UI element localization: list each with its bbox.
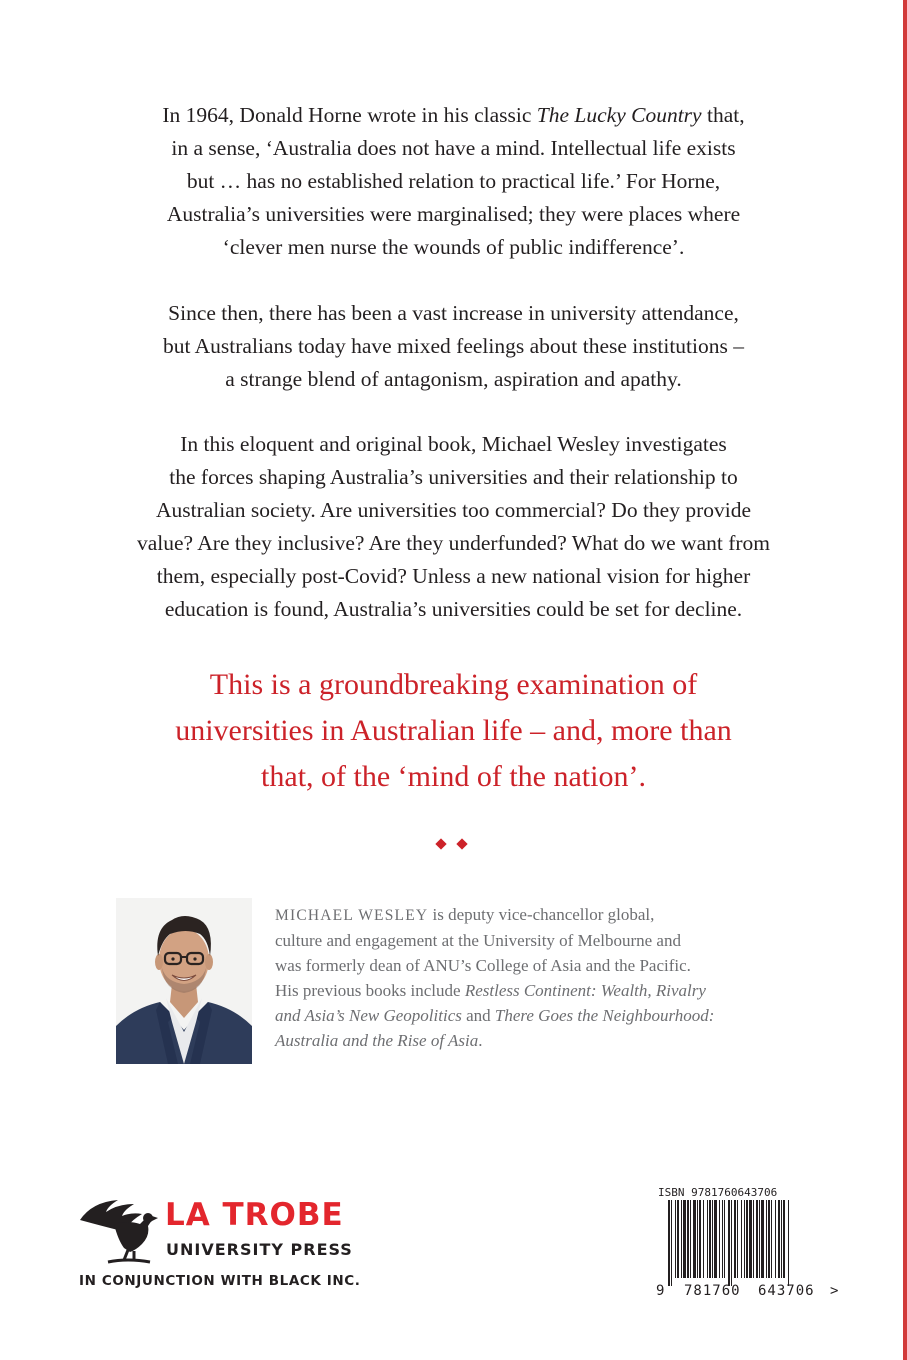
barcode-bar	[699, 1200, 701, 1278]
diamond-icon	[456, 838, 467, 849]
blurb-p2-line-1: Since then, there has been a vast increase in university attendance,	[168, 301, 739, 325]
barcode-bar	[759, 1200, 760, 1278]
barcode-bar	[671, 1200, 672, 1286]
blurb-text: In 1964, Donald Horne wrote in his classic	[162, 103, 537, 127]
blurb-p3-line-4: value? Are they inclusive? Are they underfunded? What do we want from	[136, 531, 771, 555]
barcode-bar	[703, 1200, 704, 1278]
barcode-bar	[668, 1200, 670, 1286]
bio-text: is deputy vice-chancellor global,	[428, 905, 655, 924]
barcode-bar	[683, 1200, 686, 1278]
barcode-bar	[761, 1200, 764, 1278]
book-title-reference: and Asia’s New Geopolitics	[275, 1006, 462, 1025]
blurb-p3-line-5: them, especially post-Covid? Unless a new national vision for higher	[156, 564, 751, 588]
barcode-quiet-marker: >	[830, 1283, 839, 1299]
author-photo	[116, 898, 252, 1064]
book-title-reference: Restless Continent: Wealth, Rivalry	[464, 981, 706, 1000]
pull-quote-line-2: universities in Australian life – and, more than	[175, 714, 732, 747]
barcode-bar	[771, 1200, 772, 1278]
barcode-bar	[693, 1200, 696, 1278]
barcode-bar	[775, 1200, 776, 1278]
barcode-bar	[788, 1200, 789, 1286]
barcode-bar	[712, 1200, 713, 1278]
barcode-bar	[746, 1200, 748, 1278]
publisher-subtitle: UNIVERSITY PRESS	[166, 1240, 353, 1259]
blurb-p1-line-1	[100, 99, 807, 132]
barcode-bar	[707, 1200, 708, 1278]
barcode-bar	[728, 1200, 730, 1286]
bio-line-5	[275, 1003, 795, 1028]
book-title-reference: The Lucky Country	[536, 103, 702, 127]
publisher-partner: IN CONJUNCTION WITH BLACK INC.	[79, 1273, 361, 1289]
barcode-bar	[744, 1200, 745, 1278]
blurb-p1-line-2: in a sense, ‘Australia does not have a mind. Intellectual life exists	[171, 136, 736, 160]
barcode-icon	[668, 1200, 828, 1286]
pull-quote	[100, 662, 807, 800]
pull-quote-line-3: that, of the ‘mind of the nation’.	[261, 760, 646, 793]
barcode-bar	[722, 1200, 723, 1278]
barcode-bar	[741, 1200, 742, 1278]
blurb-p1-line-4: Australia’s universities were marginalised; they were places where	[166, 202, 741, 226]
pull-quote-line-1: This is a groundbreaking examination of	[209, 668, 698, 701]
blurb-p1-line-3: but … has no established relation to practical life.’ For Horne,	[186, 169, 721, 193]
book-title-reference: There Goes the Neighbourhood:	[494, 1006, 715, 1025]
blurb-p3-line-6: education is found, Australia’s universities could be set for decline.	[164, 597, 743, 621]
blurb-paragraph-3	[100, 428, 807, 626]
barcode-bar	[719, 1200, 720, 1278]
barcode-digit-group-2: 643706	[758, 1283, 815, 1299]
barcode-bar	[734, 1200, 736, 1278]
barcode-bar	[675, 1200, 676, 1278]
barcode-bar	[681, 1200, 682, 1278]
barcode-bar	[783, 1200, 785, 1278]
ornament-divider	[431, 838, 477, 852]
barcode-digit-first: 9	[656, 1283, 665, 1299]
bio-text: His previous books include	[275, 981, 465, 1000]
barcode-bar	[768, 1200, 770, 1278]
barcode-bar	[690, 1200, 691, 1278]
bio-line-6	[275, 1028, 795, 1053]
barcode-bar	[724, 1200, 725, 1278]
diamond-icon	[435, 838, 446, 849]
eagle-icon	[78, 1196, 164, 1266]
barcode-digits	[654, 1282, 844, 1300]
bio-text: and	[461, 1006, 495, 1025]
author-portrait-icon	[116, 898, 252, 1064]
barcode-bar	[778, 1200, 780, 1278]
barcode-bar	[753, 1200, 754, 1278]
bio-text: .	[478, 1031, 483, 1050]
cover-edge-stripe	[903, 0, 907, 1360]
blurb-p1-line-5: ‘clever men nurse the wounds of public indifference’.	[222, 235, 685, 259]
blurb-p2-line-3: a strange blend of antagonism, aspiration and apathy.	[225, 367, 682, 391]
book-title-reference: Australia and the Rise of Asia	[275, 1031, 479, 1050]
bio-line-4	[275, 978, 795, 1003]
barcode-bar	[697, 1200, 698, 1278]
barcode-digit-group-1: 781760	[684, 1283, 741, 1299]
barcode-bar	[766, 1200, 767, 1278]
barcode-bar	[677, 1200, 679, 1278]
barcode-bar	[687, 1200, 689, 1278]
barcode-bar	[737, 1200, 738, 1278]
barcode-bar	[781, 1200, 782, 1278]
barcode-bar	[709, 1200, 711, 1278]
publisher-name: LA TROBE	[165, 1197, 344, 1233]
barcode-bar	[731, 1200, 732, 1286]
blurb-p2-line-2: but Australians today have mixed feelings about these institutions –	[162, 334, 744, 358]
blurb-p3-line-1: In this eloquent and original book, Michael Wesley investigates	[180, 432, 727, 456]
barcode-bar	[756, 1200, 758, 1278]
bio-line-1	[275, 902, 795, 928]
blurb-p3-line-3: Australian society. Are universities too commercial? Do they provide	[155, 498, 752, 522]
blurb-paragraph-1	[100, 99, 807, 264]
blurb-p3-line-2: the forces shaping Australia’s universities and their relationship to	[169, 465, 738, 489]
barcode-bar	[749, 1200, 752, 1278]
blurb-text: that,	[701, 103, 745, 127]
author-bio	[275, 902, 795, 1053]
bio-line-2: culture and engagement at the University of Melbourne and	[275, 931, 681, 950]
author-name: MICHAEL WESLEY	[275, 907, 429, 924]
isbn-label: ISBN 9781760643706	[658, 1186, 778, 1199]
barcode-bar	[714, 1200, 717, 1278]
bio-line-3: was formerly dean of ANU’s College of Asia and the Pacific.	[275, 956, 691, 975]
blurb-paragraph-2	[100, 297, 807, 396]
